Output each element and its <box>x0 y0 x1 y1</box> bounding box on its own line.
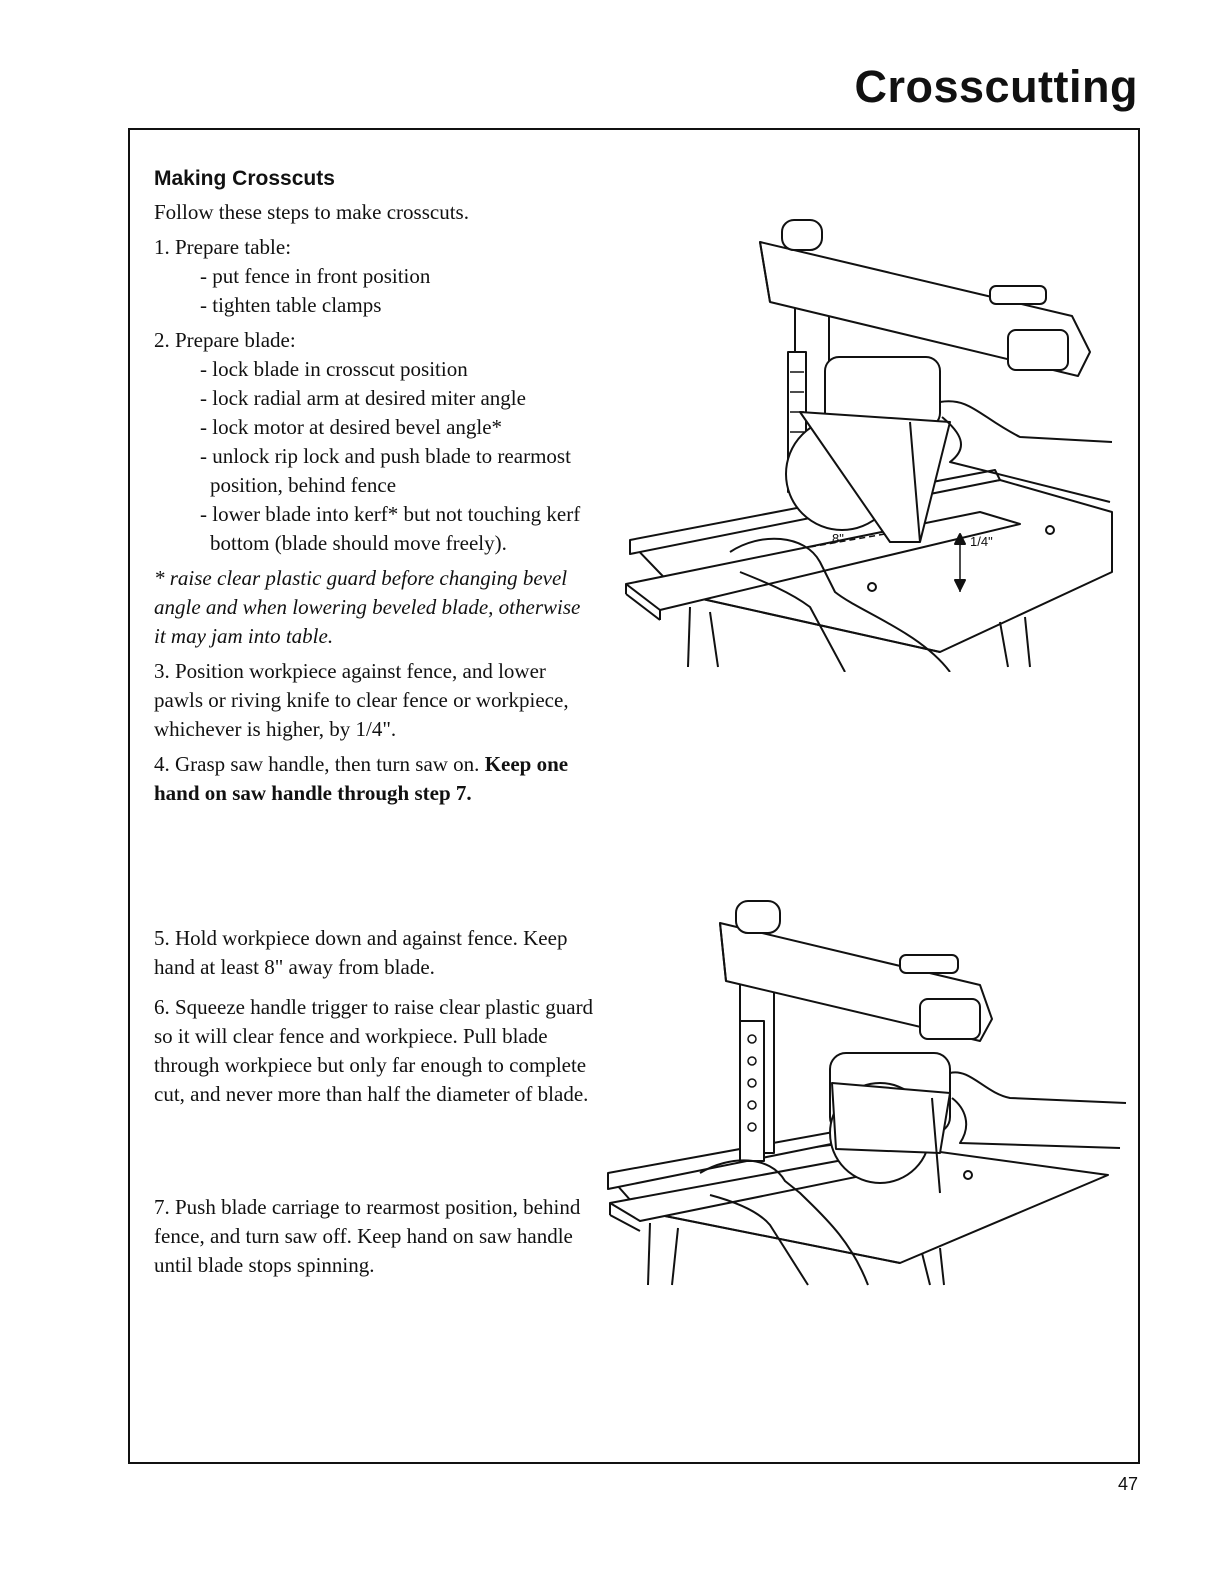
list-item: - tighten table clamps <box>200 293 382 317</box>
step-4-warning: Keep one hand on saw handle through step 7. <box>154 752 569 805</box>
bevel-note: * raise clear plastic guard before changing bevel angle and when lowering beveled blade, otherwise it may jam into table. <box>154 566 581 648</box>
step-4-text <box>154 750 594 808</box>
dimension-8-label: 8" <box>832 531 844 546</box>
list-item: - put fence in front position <box>200 264 431 288</box>
list-item: - lock blade in crosscut position <box>200 357 468 381</box>
page-number: 47 <box>1117 1474 1138 1494</box>
step-1-title: 1. Prepare table: <box>154 235 292 259</box>
list-item: - lock motor at desired bevel angle* <box>200 415 503 439</box>
step-3-text: 3. Position workpiece against fence, and lower pawls or riving knife to clear fence or workpiece, whichever is higher, by 1/4". <box>154 659 569 741</box>
saw-illustration-cutting-position <box>600 893 1140 1293</box>
saw-illustration-start-position <box>620 212 1120 672</box>
list-item: - lower blade into kerf* but not touching kerf bottom (blade should move freely). <box>200 502 581 555</box>
step-7-block <box>154 1193 594 1280</box>
step-2-title: 2. Prepare blade: <box>154 328 296 352</box>
step-6-block <box>154 993 594 1109</box>
section-heading: Making Crosscuts <box>154 167 335 190</box>
instructions-column <box>154 164 594 814</box>
step-2-list <box>154 355 594 558</box>
list-item: - lock radial arm at desired miter angle <box>200 386 526 410</box>
step-7-text: 7. Push blade carriage to rearmost position, behind fence, and turn saw off. Keep hand on saw handle until blade stops spinning. <box>154 1195 581 1277</box>
step-5-text: 5. Hold workpiece down and against fence. Keep hand at least 8" away from blade. <box>154 926 568 979</box>
step-5-block <box>154 924 594 982</box>
page-title: Crosscutting <box>854 61 1138 112</box>
step-1-list <box>154 262 594 320</box>
step-4-instruction: 4. Grasp saw handle, then turn saw on. <box>154 752 480 776</box>
step-6-text: 6. Squeeze handle trigger to raise clear plastic guard so it will clear fence and workpiece. Pull blade through workpiece but only far enough to complete cut, and never more than half the diameter of blade. <box>154 995 594 1106</box>
list-item: - unlock rip lock and push blade to rearmost position, behind fence <box>200 444 571 497</box>
dimension-quarter-label: 1/4" <box>970 534 993 549</box>
intro-text: Follow these steps to make crosscuts. <box>154 200 469 224</box>
